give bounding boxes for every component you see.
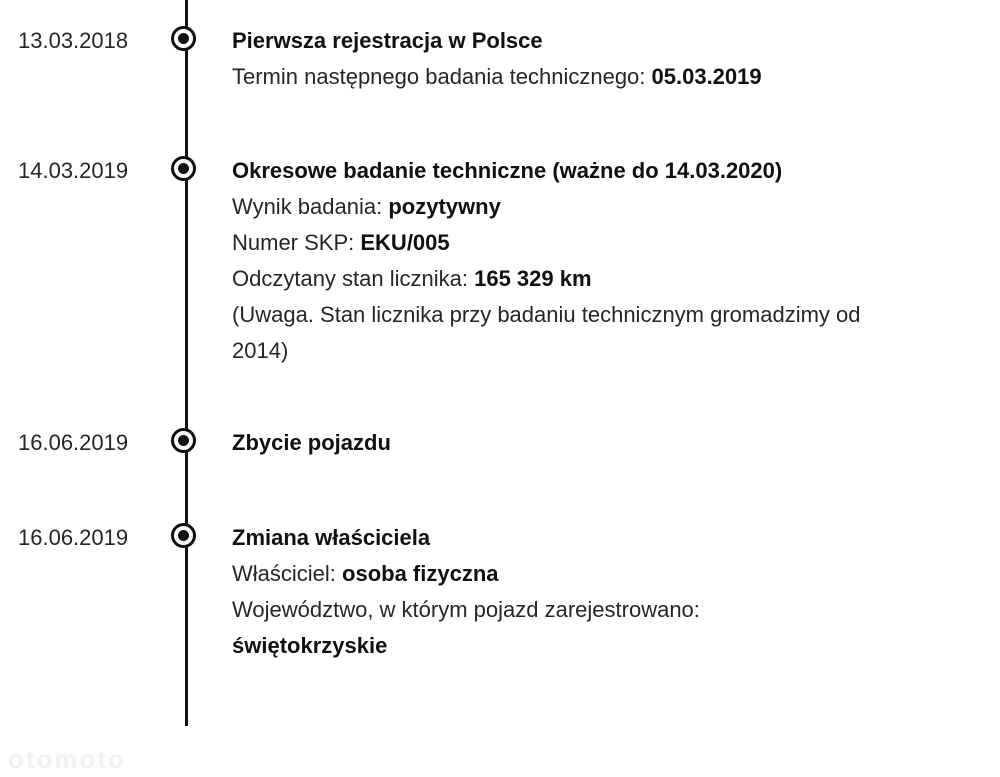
event-title: Zmiana właściciela <box>232 525 431 550</box>
inspection-result <box>232 189 932 225</box>
event-date: 13.03.2018 <box>18 28 129 53</box>
watermark-logo: otomoto <box>8 744 126 774</box>
registration-region-value <box>232 628 932 664</box>
event-date: 16.06.2019 <box>18 525 129 550</box>
timeline-dot-icon <box>171 26 196 51</box>
event-date: 16.06.2019 <box>18 430 129 455</box>
detail-label: Numer SKP: <box>232 230 361 255</box>
odometer-note-line-1: (Uwaga. Stan licznika przy badaniu technicznym gromadzimy od <box>232 302 861 327</box>
detail-value: 165 329 km <box>474 266 592 291</box>
event-body <box>232 153 932 369</box>
owner-type <box>232 556 932 592</box>
registration-region-label: Województwo, w którym pojazd zarejestrowano: <box>232 597 700 622</box>
detail-value: osoba fizyczna <box>342 561 499 586</box>
detail-label: Termin następnego badania technicznego: <box>232 64 652 89</box>
timeline-line <box>185 0 188 726</box>
detail-label: Odczytany stan licznika: <box>232 266 475 291</box>
odometer-reading <box>232 261 932 297</box>
detail-value: 05.03.2019 <box>651 64 762 89</box>
detail-label: Właściciel: <box>232 561 343 586</box>
skp-number <box>232 225 932 261</box>
detail-value: EKU/005 <box>360 230 450 255</box>
event-title: Pierwsza rejestracja w Polsce <box>232 28 543 53</box>
event-title: Okresowe badanie techniczne (ważne do 14.03.2020) <box>232 158 783 183</box>
odometer-note-line-2: 2014) <box>232 338 289 363</box>
detail-label: Wynik badania: <box>232 194 389 219</box>
timeline-dot-icon <box>171 523 196 548</box>
event-body <box>232 520 932 664</box>
event-body <box>232 23 932 95</box>
detail-value: pozytywny <box>388 194 501 219</box>
event-title: Zbycie pojazdu <box>232 430 391 455</box>
next-inspection-date <box>232 59 932 95</box>
timeline-dot-icon <box>171 428 196 453</box>
timeline-dot-icon <box>171 156 196 181</box>
detail-value: świętokrzyskie <box>232 633 388 658</box>
event-body <box>232 425 932 461</box>
event-date: 14.03.2019 <box>18 158 129 183</box>
